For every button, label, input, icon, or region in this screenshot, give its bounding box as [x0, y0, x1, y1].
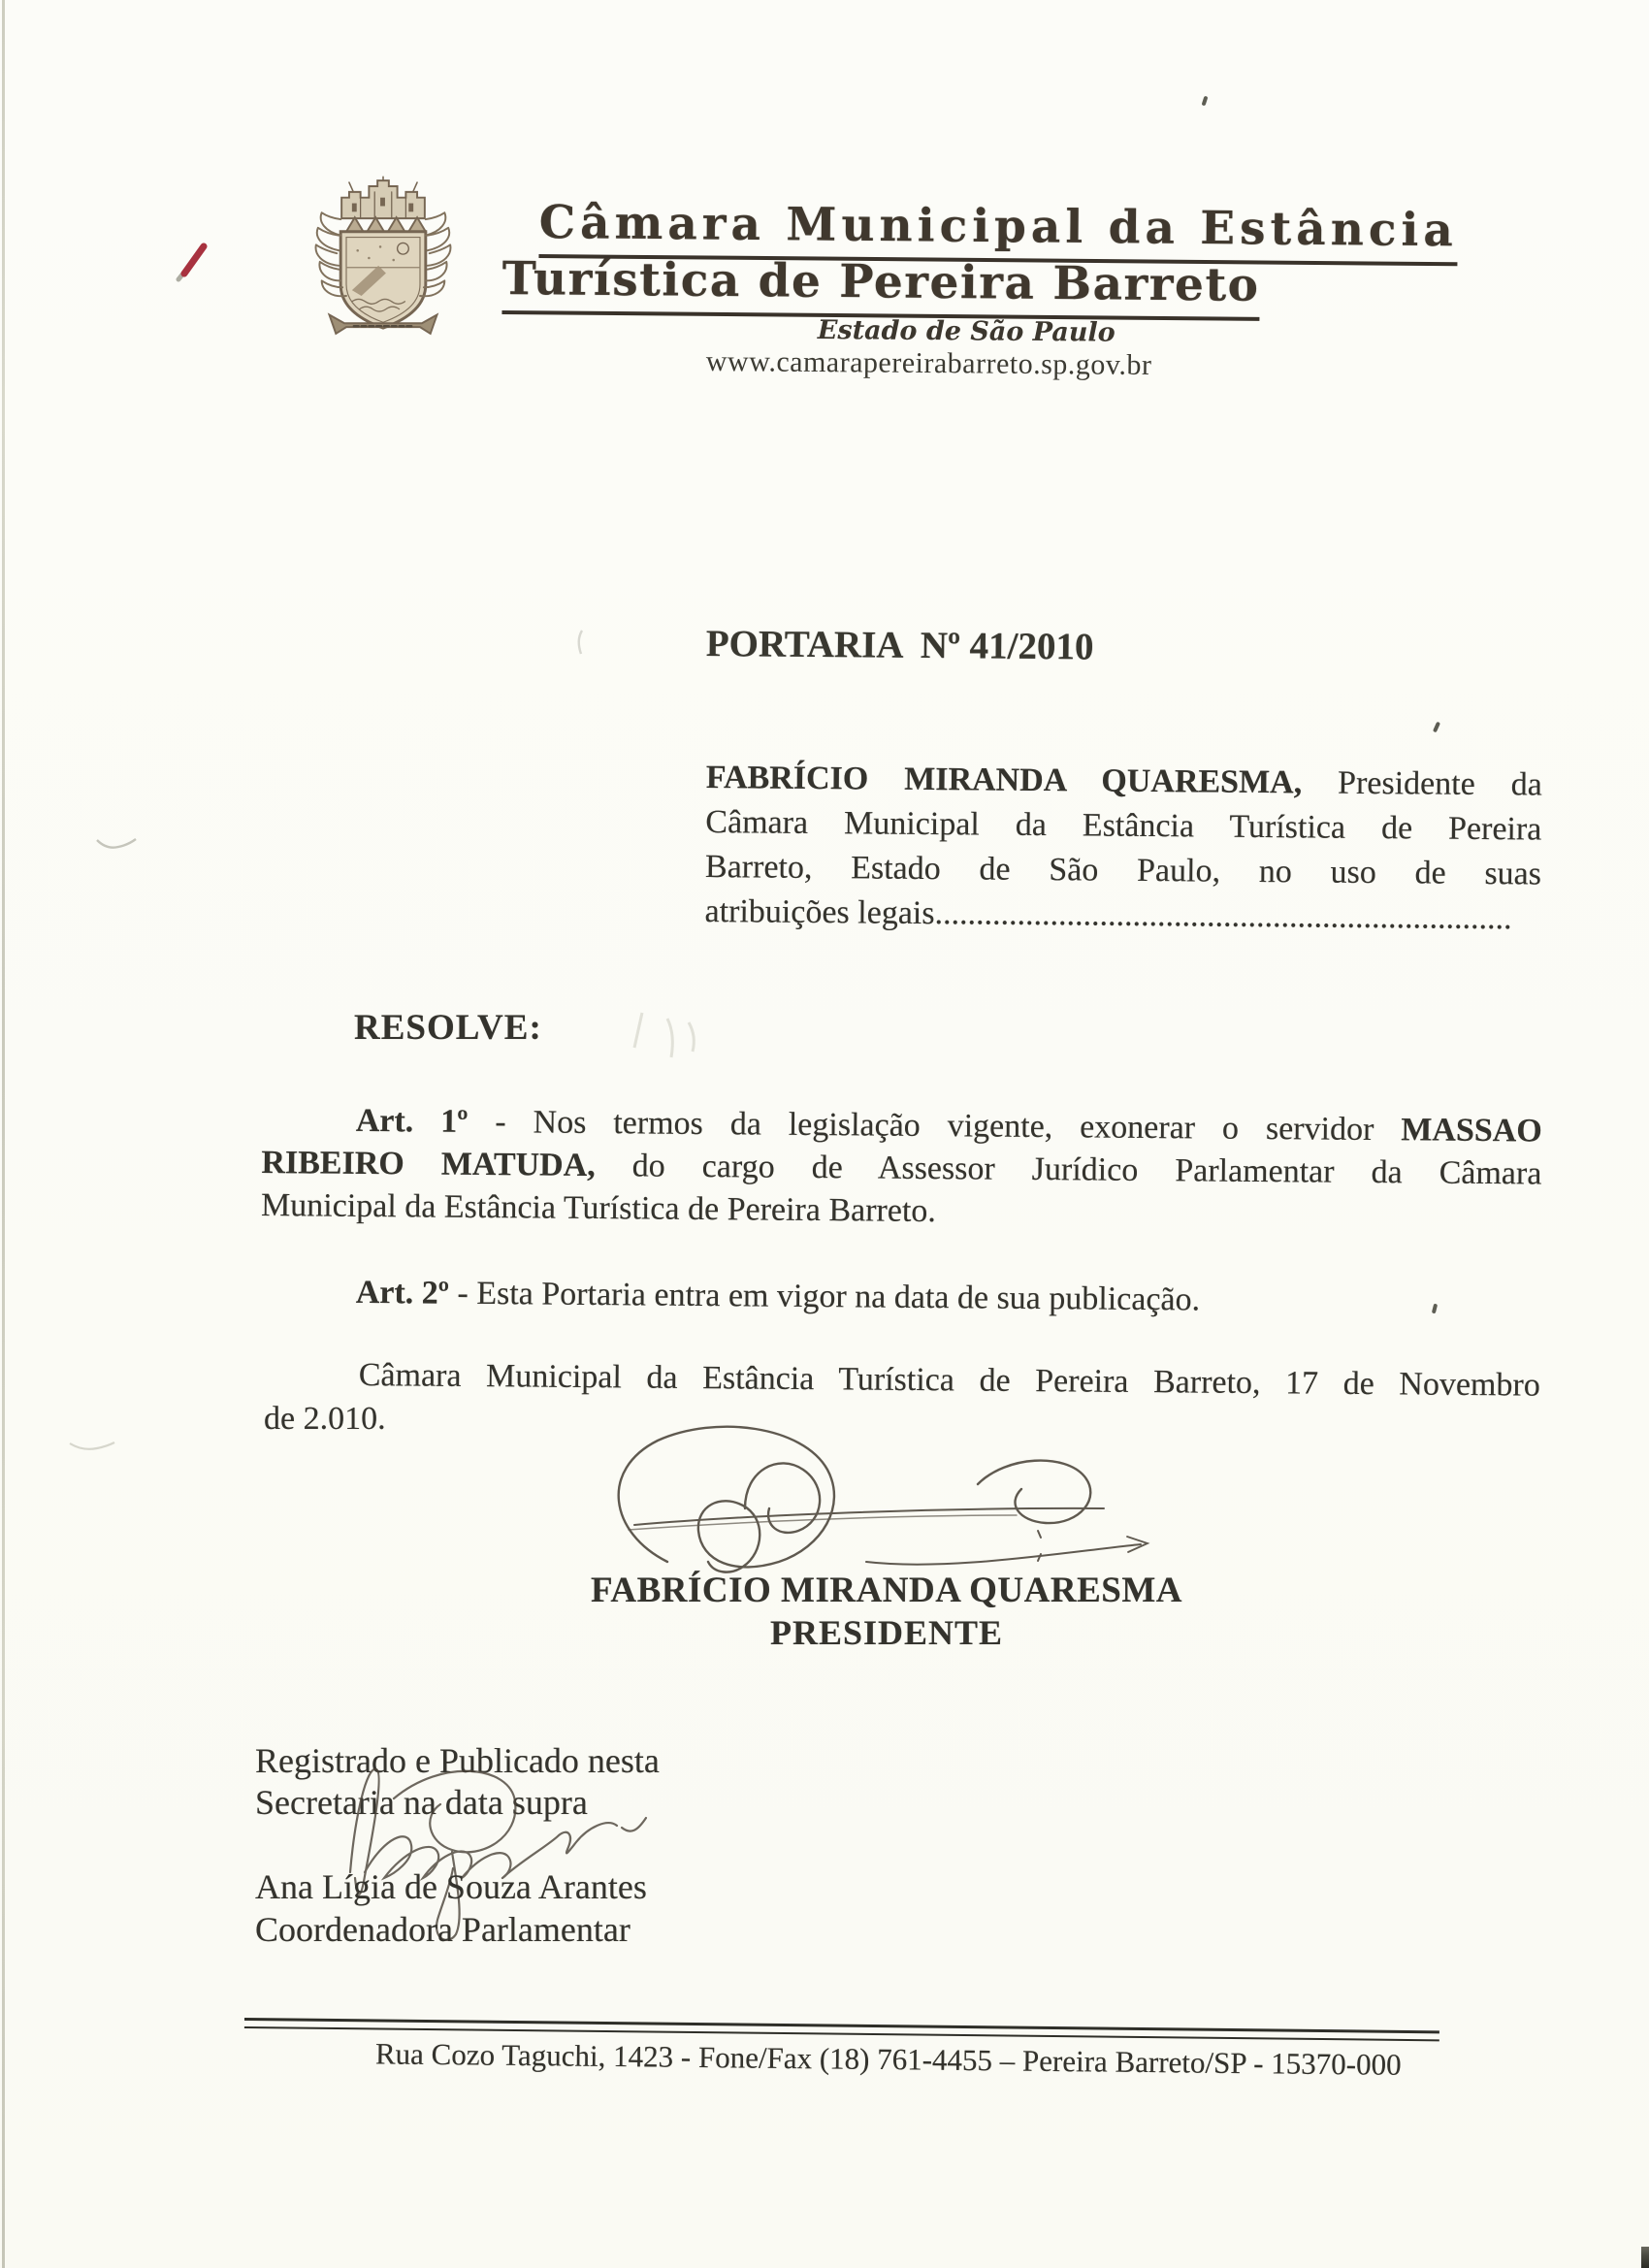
website-line: www.camarapereirabarreto.sp.gov.br	[705, 345, 1152, 382]
preamble-line: Barreto, Estado de São Paulo, no uso de suas	[704, 848, 1542, 892]
servant-name-inline: RIBEIRO MATUDA,	[261, 1144, 596, 1184]
servant-name-inline: MASSAO	[1401, 1112, 1542, 1150]
red-pen-mark-icon	[173, 235, 215, 285]
footer-address: Rua Cozo Taguchi, 1423 - Fone/Fax (18) 761-4455 – Pereira Barreto/SP - 15370-000	[374, 2036, 1402, 2082]
org-name-line1: Câmara Municipal da Estância	[538, 196, 1458, 266]
municipal-coat-of-arms-icon	[310, 173, 456, 345]
president-name: FABRÍCIO MIRANDA QUARESMA	[591, 1571, 1182, 1610]
coordinator-role: Coordenadora Parlamentar	[255, 1910, 630, 1949]
president-role: PRESIDENTE	[769, 1613, 1004, 1652]
article-2-paragraph	[262, 1270, 1542, 1325]
scan-edge-line	[2, 0, 5, 2268]
registration-line1: Registrado e Publicado nesta	[255, 1741, 660, 1780]
preamble-text: Presidente da	[1337, 764, 1542, 803]
preamble-line: Câmara Municipal da Estância Turística de Pereira	[705, 803, 1542, 848]
article-1-paragraph	[261, 1099, 1542, 1239]
article-1-label: Art. 1º	[355, 1102, 469, 1140]
article-1-line: Municipal da Estância Turística de Pereira Barreto.	[260, 1186, 937, 1230]
dateline-line1: Câmara Municipal da Estância Turística de Pereira Barreto, 17 de Novembro	[358, 1357, 1540, 1404]
state-line: Estado de São Paulo	[817, 315, 1116, 348]
preamble-line: atribuições legais......................................................................	[704, 892, 1512, 937]
faint-smudge-mark-icon	[629, 1009, 706, 1063]
registration-line2: Secretaria na data supra	[255, 1783, 588, 1822]
article-1-text: - Nos termos da legislação vigente, exonerar o servidor	[495, 1104, 1374, 1149]
faint-smudge-curve-icon	[68, 1438, 116, 1455]
article-2-label: Art. 2º	[355, 1274, 450, 1312]
resolve-heading: RESOLVE:	[354, 1008, 542, 1048]
article-2-line	[262, 1270, 1542, 1325]
ink-speck	[1433, 722, 1440, 733]
preamble-line	[706, 756, 1542, 808]
coordinator-name: Ana Lígia de Souza Arantes	[255, 1867, 647, 1906]
faint-smudge-curve-icon	[95, 832, 138, 854]
org-name-line2: Turística de Pereira Barreto	[501, 252, 1259, 321]
ink-speck	[1202, 96, 1209, 107]
dateline-line2: de 2.010.	[264, 1401, 386, 1437]
scan-corner-mark	[1641, 2247, 1649, 2268]
article-2-text: - Esta Portaria entra em vigor na data de sua publicação.	[457, 1275, 1201, 1318]
preamble-paragraph	[704, 756, 1542, 942]
article-1-text: do cargo de Assessor Jurídico Parlamentar da Câmara	[631, 1148, 1542, 1192]
document-title: PORTARIA Nº 41/2010	[705, 622, 1094, 668]
faint-smudge-mark-icon	[572, 629, 588, 656]
president-name-inline: FABRÍCIO MIRANDA QUARESMA,	[705, 759, 1303, 801]
